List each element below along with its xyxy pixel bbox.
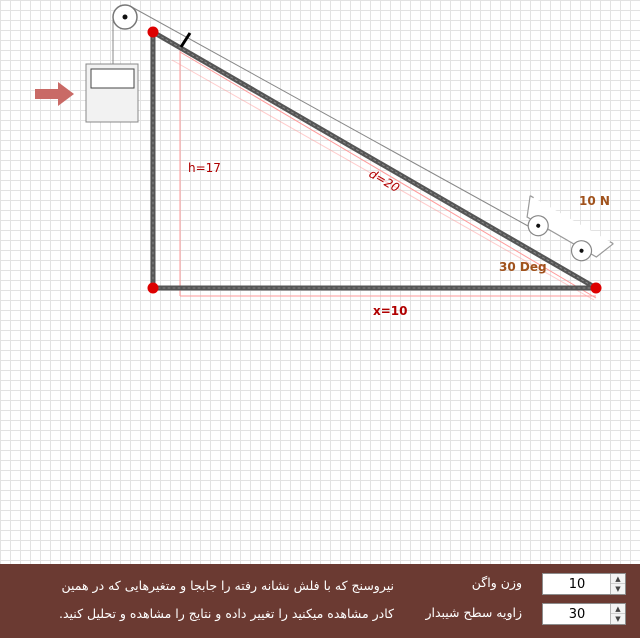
arrow-icon	[35, 82, 74, 106]
control-panel	[0, 564, 640, 638]
height-label: h=17	[188, 161, 221, 175]
increment-icon[interactable]: ▲	[611, 604, 625, 614]
weight-control-label: وزن واگن	[471, 575, 522, 590]
weight-label: 10 N	[579, 194, 610, 208]
vertex-top[interactable]	[148, 27, 159, 38]
angle-control-label: زاویه سطح شیبدار	[425, 605, 522, 620]
incline-triangle	[153, 32, 596, 288]
force-meter[interactable]	[86, 64, 138, 122]
increment-icon[interactable]: ▲	[611, 574, 625, 584]
weight-stepper[interactable]	[542, 573, 626, 595]
rope	[130, 6, 528, 226]
angle-input[interactable]	[543, 604, 611, 624]
decrement-icon[interactable]: ▼	[615, 585, 621, 593]
decrement-icon[interactable]: ▼	[615, 615, 621, 623]
vertex-bottom-left[interactable]	[148, 283, 159, 294]
pulley	[113, 5, 137, 29]
base-label: x=10	[373, 304, 408, 318]
angle-stepper[interactable]	[542, 603, 626, 625]
angle-label: 30 Deg	[499, 260, 547, 274]
distance-label: d=20	[366, 166, 403, 196]
vertex-bottom-right[interactable]	[591, 283, 602, 294]
weight-input[interactable]	[543, 574, 611, 594]
description-line-2: کادر مشاهده میکنید را تغییر داده و نتایج را مشاهده و تحلیل کنید.	[59, 606, 394, 621]
description-line-1: نیروسنج که با فلش نشانه رفته را جابجا و متغیرهایی که در همین	[61, 578, 394, 593]
